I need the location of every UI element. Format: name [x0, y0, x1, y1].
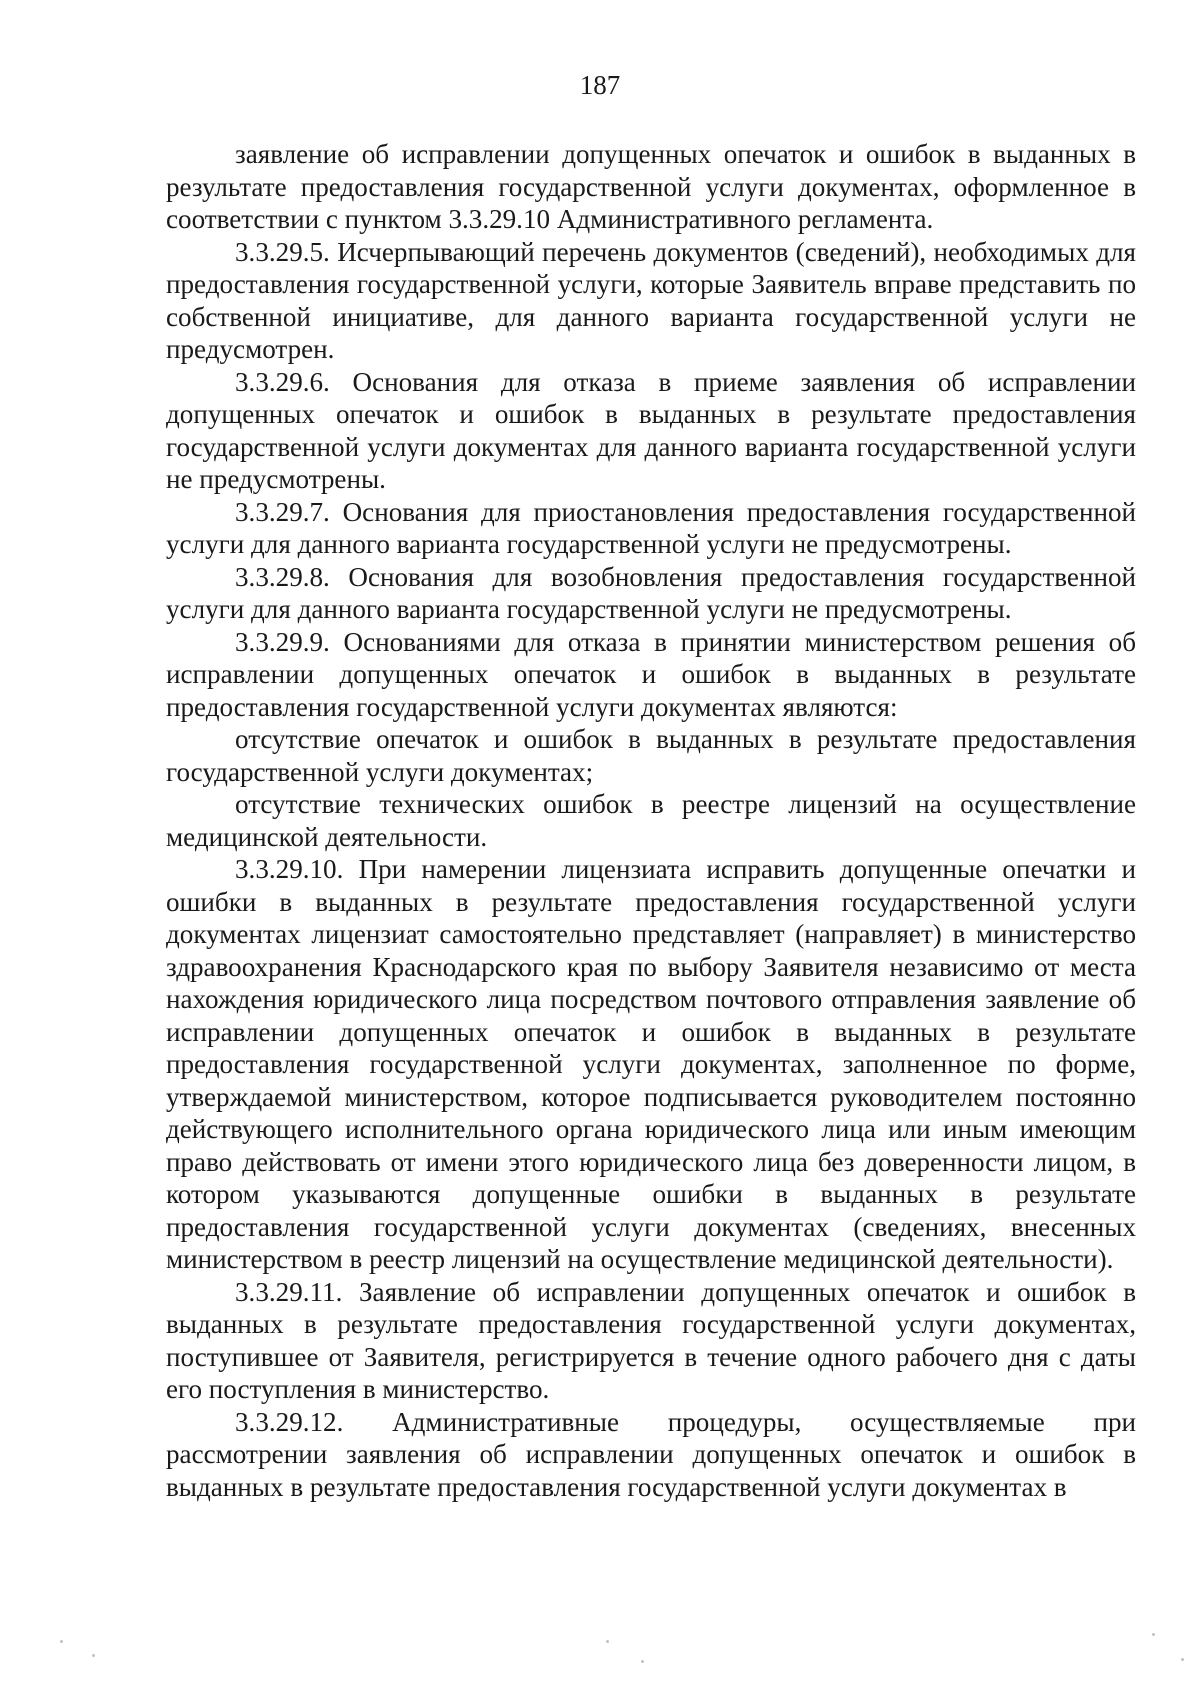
paragraph-continuation-application: заявление об исправлении допущенных опечаток и ошибок в выданных в результате предоставления государственной услуги документах, оформленное в соответствии с пунктом 3.3.29.10 Административного регламента.: [166, 139, 1136, 234]
document-body: [166, 138, 1136, 1503]
scan-speck: [60, 1640, 63, 1643]
scan-speck: [606, 1640, 609, 1643]
paragraph-3-3-29-12: 3.3.29.12. Административные процедуры, осуществляемые при рассмотрении заявления об исправлении допущенных опечаток и ошибок в выданных в результате предоставления государственной услуги документах в: [166, 1406, 1136, 1502]
paragraph-3-3-29-9: 3.3.29.9. Основаниями для отказа в принятии министерством решения об исправлении допущенных опечаток и ошибок в выданных в результате предоставления государственной услуги документах являются:: [166, 626, 1136, 722]
scan-speck: [1152, 1633, 1155, 1636]
paragraph-3-3-29-11: 3.3.29.11. Заявление об исправлении допущенных опечаток и ошибок в выданных в результате предоставления государственной услуги документах, поступившее от Заявителя, регистрируется в течение одного рабочего дня с даты его поступления в министерство.: [166, 1276, 1136, 1404]
scan-speck: [1181, 1658, 1184, 1661]
paragraph-3-3-29-7: 3.3.29.7. Основания для приостановления предоставления государственной услуги для данного варианта государственной услуги не предусмотрены.: [166, 496, 1136, 559]
scan-speck: [641, 1660, 644, 1663]
paragraph-3-3-29-10: 3.3.29.10. При намерении лицензиата исправить допущенные опечатки и ошибки в выданных в результате предоставления государственной услуги документах лицензиат самостоятельно представляет (направляет) в министерство здравоохранения Краснодарского края по выбору Заявителя независимо от места нахождения юридического лица посредством почтового отправления заявление об исправлении допущенных опечаток и ошибок в выданных в результате предоставления государственной услуги документах, заполненное по форме, утверждаемой министерством, которое подписывается руководителем постоянно действующего исполнительного органа юридического лица или иным имеющим право действовать от имени этого юридического лица без доверенности лицом, в котором указываются допущенные ошибки в выданных в результате предоставления государственной услуги документах (сведениях, внесенных министерством в реестр лицензий на осуществление медицинской деятельности).: [166, 854, 1136, 1274]
paragraph-3-3-29-5: 3.3.29.5. Исчерпывающий перечень документов (сведений), необходимых для предоставления государственной услуги, которые Заявитель вправе представить по собственной инициативе, для данного варианта государственной услуги не предусмотрен.: [166, 236, 1136, 364]
paragraph-3-3-29-6: 3.3.29.6. Основания для отказа в приеме заявления об исправлении допущенных опечаток и ошибок в выданных в результате предоставления государственной услуги документах для данного варианта государственной услуги не предусмотрены.: [166, 366, 1136, 494]
paragraph-3-3-29-8: 3.3.29.8. Основания для возобновления предоставления государственной услуги для данного варианта государственной услуги не предусмотрены.: [166, 561, 1136, 624]
list-item-no-typos: отсутствие опечаток и ошибок в выданных в результате предоставления государственной услуги документах;: [166, 724, 1136, 787]
page-number: 187: [579, 70, 621, 100]
list-item-no-technical-errors: отсутствие технических ошибок в реестре лицензий на осуществление медицинской деятельности.: [166, 789, 1136, 852]
scan-speck: [92, 1654, 95, 1657]
